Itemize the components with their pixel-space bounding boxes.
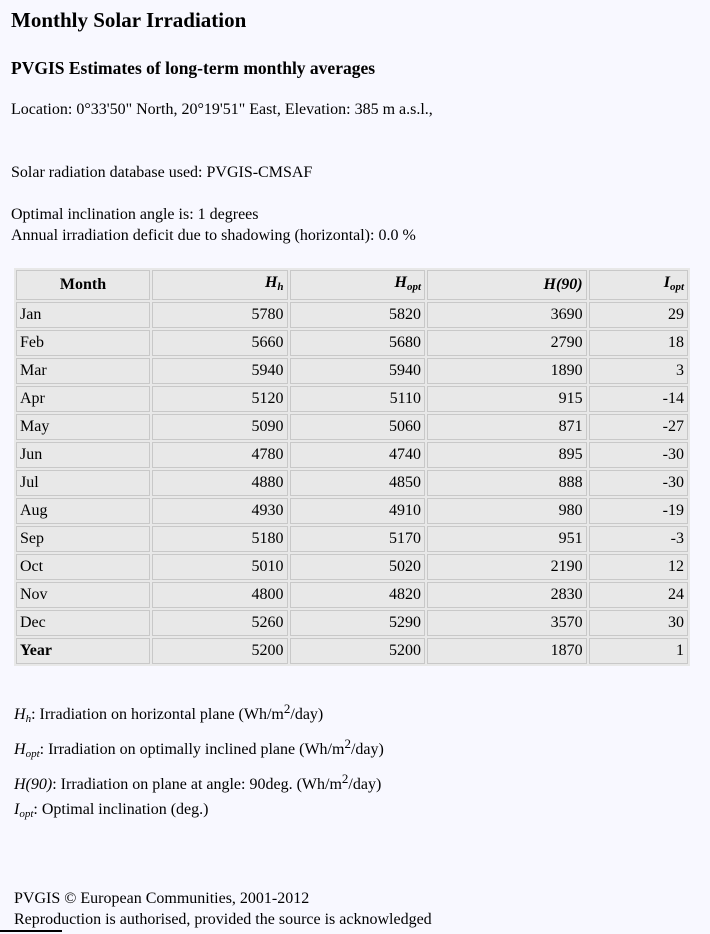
- cell-hopt: 5110: [290, 386, 426, 412]
- legend-iopt: $I_{opt}$: Optimal inclination (deg.): [14, 801, 209, 820]
- header-hh: $H_h$: [152, 270, 288, 300]
- cell-iopt: 29: [589, 302, 688, 328]
- table-row: [16, 554, 688, 580]
- footer-reproduction: Reproduction is authorised, provided the source is acknowledged: [14, 911, 432, 928]
- cell-hopt: 5820: [290, 302, 426, 328]
- cell-iopt: 18: [589, 330, 688, 356]
- footer-copyright: PVGIS © European Communities, 2001-2012: [14, 890, 310, 907]
- cell-h90: 915: [427, 386, 587, 412]
- cell-h90: 951: [427, 526, 587, 552]
- cell-hopt: 5940: [290, 358, 426, 384]
- table-row: [16, 358, 688, 384]
- cell-iopt: 30: [589, 610, 688, 636]
- cell-iopt: 1: [589, 638, 688, 664]
- cell-hh: 5780: [152, 302, 288, 328]
- cell-iopt: 12: [589, 554, 688, 580]
- cell-iopt: -27: [589, 414, 688, 440]
- cell-hh: 5660: [152, 330, 288, 356]
- cell-iopt: 3: [589, 358, 688, 384]
- table-row: [16, 582, 688, 608]
- legend-hopt: $H_{opt}$: Irradiation on optimally inclined plane $(Wh/m^2/day)$: [14, 736, 384, 760]
- table-row: [16, 470, 688, 496]
- header-month: Month: [16, 270, 150, 300]
- database-text: Solar radiation database used: PVGIS-CMSAF: [11, 164, 313, 181]
- cell-hopt: 5680: [290, 330, 426, 356]
- bottom-rule: [0, 930, 62, 932]
- cell-hopt: 5200: [290, 638, 426, 664]
- cell-hh: 5260: [152, 610, 288, 636]
- cell-iopt: -3: [589, 526, 688, 552]
- cell-h90: 2830: [427, 582, 587, 608]
- legend-hh: $H_h$: Irradiation on horizontal plane $(Wh/m^2/day)$: [14, 701, 324, 725]
- cell-hh: 5010: [152, 554, 288, 580]
- cell-month: Dec: [16, 610, 150, 636]
- cell-h90: 895: [427, 442, 587, 468]
- cell-hopt: 5020: [290, 554, 426, 580]
- cell-month: Aug: [16, 498, 150, 524]
- legend-h90: H(90): Irradiation on plane at angle: 90deg. $(Wh/m^2/day)$: [14, 771, 382, 793]
- cell-iopt: -19: [589, 498, 688, 524]
- cell-h90: 1870: [427, 638, 587, 664]
- cell-hopt: 5170: [290, 526, 426, 552]
- cell-hh: 5200: [152, 638, 288, 664]
- cell-hopt: 4850: [290, 470, 426, 496]
- table-row: [16, 610, 688, 636]
- header-iopt: $I_{opt}$: [589, 270, 688, 300]
- cell-h90: 980: [427, 498, 587, 524]
- header-hopt: $H_{opt}$: [290, 270, 426, 300]
- cell-hh: 5180: [152, 526, 288, 552]
- cell-month: Feb: [16, 330, 150, 356]
- table-row: [16, 526, 688, 552]
- table-row: [16, 442, 688, 468]
- header-h90: H(90): [427, 270, 587, 300]
- cell-month: Mar: [16, 358, 150, 384]
- cell-month: Jan: [16, 302, 150, 328]
- cell-hh: 5940: [152, 358, 288, 384]
- location-text: Location: 0°33'50" North, 20°19'51" East, Elevation: 385 m a.s.l.,: [11, 101, 433, 118]
- cell-hh: 5120: [152, 386, 288, 412]
- cell-hh: 4780: [152, 442, 288, 468]
- cell-h90: 2190: [427, 554, 587, 580]
- cell-hopt: 4820: [290, 582, 426, 608]
- cell-h90: 888: [427, 470, 587, 496]
- cell-hopt: 4740: [290, 442, 426, 468]
- table-row: [16, 386, 688, 412]
- cell-month: Year: [16, 638, 150, 664]
- cell-hh: 5090: [152, 414, 288, 440]
- cell-month: Sep: [16, 526, 150, 552]
- cell-hopt: 4910: [290, 498, 426, 524]
- table-row: [16, 414, 688, 440]
- cell-month: Oct: [16, 554, 150, 580]
- table-row: [16, 302, 688, 328]
- table-row-year: [16, 638, 688, 664]
- cell-hh: 4880: [152, 470, 288, 496]
- shadow-deficit-text: Annual irradiation deficit due to shadowing (horizontal): 0.0 %: [11, 227, 416, 244]
- page-subtitle: PVGIS Estimates of long-term monthly averages: [11, 58, 376, 78]
- cell-h90: 3570: [427, 610, 587, 636]
- cell-month: Nov: [16, 582, 150, 608]
- page-title: Monthly Solar Irradiation: [11, 8, 247, 32]
- table-row: [16, 498, 688, 524]
- cell-iopt: -30: [589, 470, 688, 496]
- irradiation-table: [14, 268, 690, 666]
- table-row: [16, 330, 688, 356]
- cell-iopt: -14: [589, 386, 688, 412]
- cell-month: Jul: [16, 470, 150, 496]
- cell-hopt: 5060: [290, 414, 426, 440]
- cell-month: Apr: [16, 386, 150, 412]
- table-header-row: [16, 270, 688, 300]
- cell-h90: 1890: [427, 358, 587, 384]
- cell-hh: 4930: [152, 498, 288, 524]
- cell-hopt: 5290: [290, 610, 426, 636]
- cell-h90: 3690: [427, 302, 587, 328]
- cell-iopt: 24: [589, 582, 688, 608]
- optimal-angle-text: Optimal inclination angle is: 1 degrees: [11, 206, 259, 223]
- cell-h90: 2790: [427, 330, 587, 356]
- cell-hh: 4800: [152, 582, 288, 608]
- cell-h90: 871: [427, 414, 587, 440]
- cell-month: Jun: [16, 442, 150, 468]
- cell-month: May: [16, 414, 150, 440]
- cell-iopt: -30: [589, 442, 688, 468]
